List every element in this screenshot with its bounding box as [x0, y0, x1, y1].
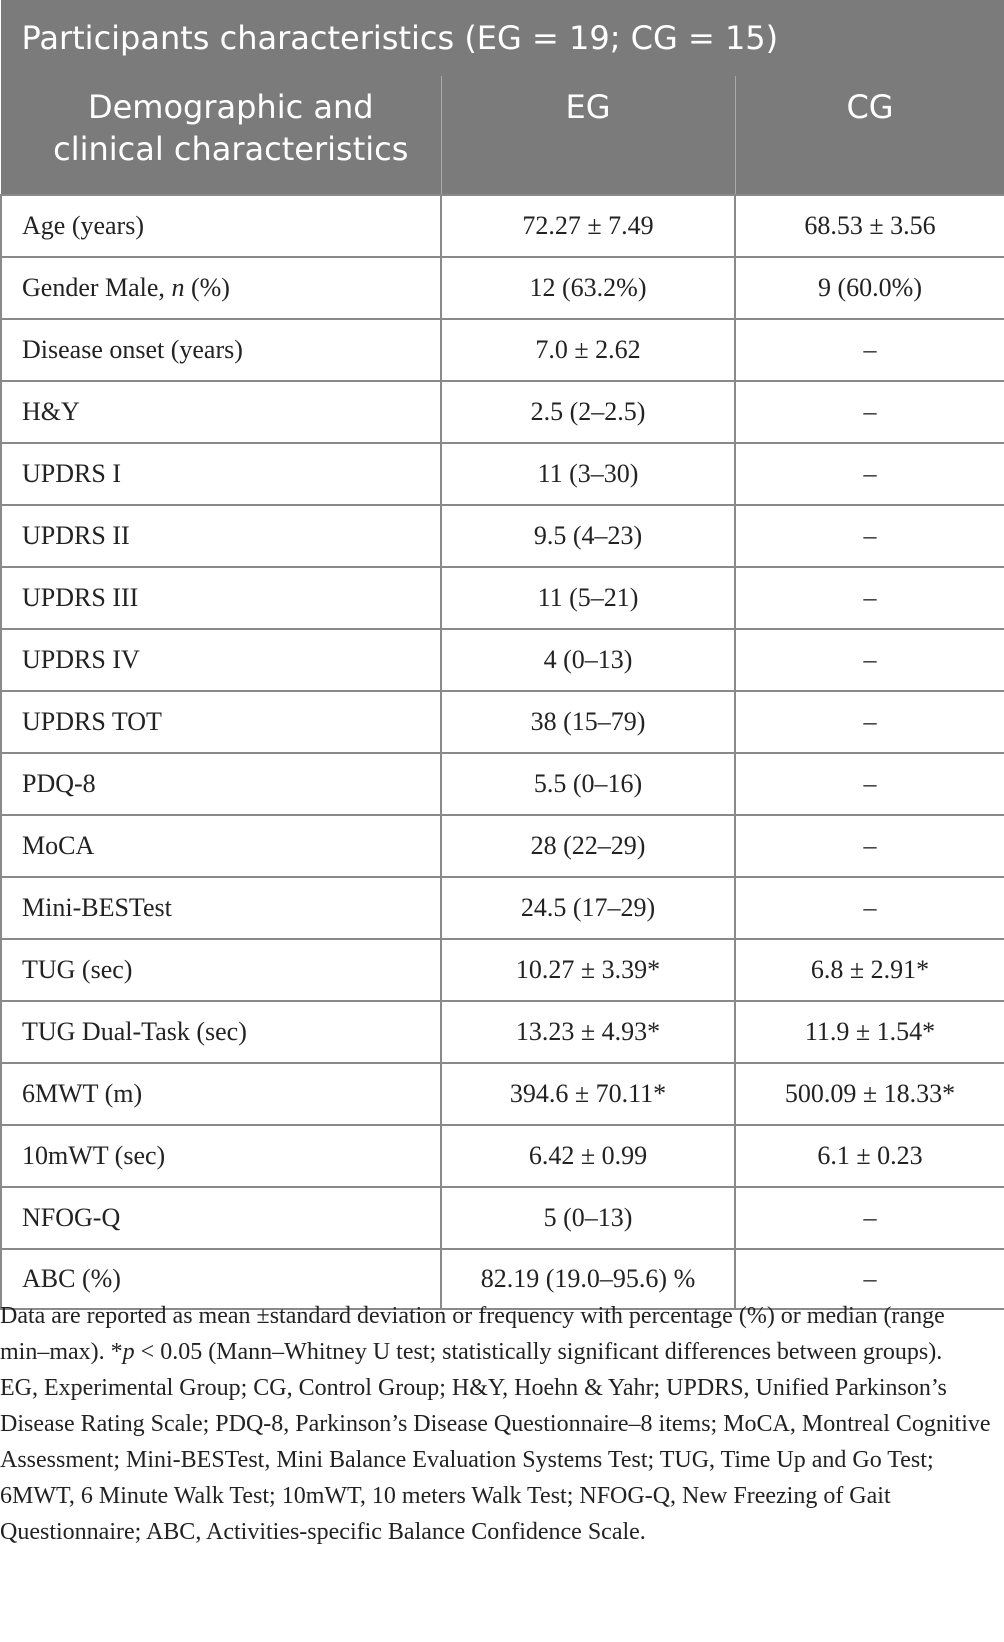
footnote-text: Data are reported as mean ±standard deviation or frequency with percentage (%) or median (range min–max). *	[0, 1303, 945, 1365]
table-row	[1, 753, 1004, 815]
table-row	[1, 877, 1004, 939]
eg-value: 28 (22–29)	[441, 815, 735, 877]
cg-value: 6.8 ± 2.91*	[735, 939, 1004, 1001]
eg-value: 38 (15–79)	[441, 691, 735, 753]
eg-value: 12 (63.2%)	[441, 257, 735, 319]
footnote-data-description	[0, 1298, 1000, 1370]
header-characteristics-line1: Demographic and	[87, 88, 374, 126]
cg-value: 500.09 ± 18.33*	[735, 1063, 1004, 1125]
row-label: Disease onset (years)	[1, 319, 441, 381]
header-characteristics	[1, 76, 441, 196]
eg-value: 82.19 (19.0–95.6) %	[441, 1249, 735, 1309]
table-footnotes	[0, 1298, 1000, 1550]
row-label: MoCA	[1, 815, 441, 877]
row-label-italic: n	[171, 273, 185, 302]
header-cg: CG	[735, 76, 1004, 196]
eg-value: 11 (5–21)	[441, 567, 735, 629]
cg-value: –	[735, 691, 1004, 753]
eg-value: 6.42 ± 0.99	[441, 1125, 735, 1187]
row-label: PDQ-8	[1, 753, 441, 815]
table-row	[1, 381, 1004, 443]
row-label: H&Y	[1, 381, 441, 443]
eg-value: 13.23 ± 4.93*	[441, 1001, 735, 1063]
cg-value: –	[735, 753, 1004, 815]
eg-value: 72.27 ± 7.49	[441, 195, 735, 257]
row-label: UPDRS III	[1, 567, 441, 629]
table-row	[1, 443, 1004, 505]
table-caption-row	[1, 1, 1004, 76]
table-row	[1, 1187, 1004, 1249]
footnote-p-symbol: p	[122, 1339, 135, 1365]
cg-value: –	[735, 443, 1004, 505]
eg-value: 10.27 ± 3.39*	[441, 939, 735, 1001]
cg-value: –	[735, 505, 1004, 567]
table-row	[1, 319, 1004, 381]
row-label: ABC (%)	[1, 1249, 441, 1309]
cg-value: 6.1 ± 0.23	[735, 1125, 1004, 1187]
row-label: 6MWT (m)	[1, 1063, 441, 1125]
cg-value: –	[735, 1187, 1004, 1249]
row-label	[1, 257, 441, 319]
eg-value: 2.5 (2–2.5)	[441, 381, 735, 443]
table-row	[1, 257, 1004, 319]
cg-value: –	[735, 567, 1004, 629]
table-caption: Participants characteristics (EG = 19; CG = 15)	[1, 1, 1004, 76]
row-label: NFOG-Q	[1, 1187, 441, 1249]
table-row	[1, 691, 1004, 753]
cg-value: –	[735, 319, 1004, 381]
row-label: 10mWT (sec)	[1, 1125, 441, 1187]
row-label: TUG Dual-Task (sec)	[1, 1001, 441, 1063]
eg-value: 5 (0–13)	[441, 1187, 735, 1249]
row-label: TUG (sec)	[1, 939, 441, 1001]
table-header-row	[1, 76, 1004, 196]
row-label: Age (years)	[1, 195, 441, 257]
eg-value: 5.5 (0–16)	[441, 753, 735, 815]
table-row	[1, 195, 1004, 257]
header-characteristics-line2: clinical characteristics	[53, 130, 409, 168]
eg-value: 7.0 ± 2.62	[441, 319, 735, 381]
row-label: UPDRS II	[1, 505, 441, 567]
cg-value: 9 (60.0%)	[735, 257, 1004, 319]
cg-value: –	[735, 629, 1004, 691]
cg-value: –	[735, 381, 1004, 443]
footnote-text-cont: < 0.05 (Mann–Whitney U test; statistically significant differences between groups).	[134, 1339, 943, 1365]
cg-value: 11.9 ± 1.54*	[735, 1001, 1004, 1063]
eg-value: 394.6 ± 70.11*	[441, 1063, 735, 1125]
row-label-suffix: (%)	[184, 273, 230, 302]
footnote-abbreviations: EG, Experimental Group; CG, Control Group; H&Y, Hoehn & Yahr; UPDRS, Unified Parkinson’s Disease Rating Scale; PDQ-8, Parkinson’s Disease Questionnaire–8 items; MoCA, Montreal Cognitive Assessment; Mini-BESTest, Mini Balance Evaluation Systems Test; TUG, Time Up and Go Test; 6MWT, 6 Minute Walk Test; 10mWT, 10 meters Walk Test; NFOG-Q, New Freezing of Gait Questionnaire; ABC, Activities-specific Balance Confidence Scale.	[0, 1375, 991, 1545]
row-label-text: Gender Male,	[22, 273, 172, 302]
table-row	[1, 1063, 1004, 1125]
eg-value: 9.5 (4–23)	[441, 505, 735, 567]
eg-value: 11 (3–30)	[441, 443, 735, 505]
table-row	[1, 567, 1004, 629]
cg-value: –	[735, 815, 1004, 877]
eg-value: 24.5 (17–29)	[441, 877, 735, 939]
row-label: UPDRS I	[1, 443, 441, 505]
cg-value: 68.53 ± 3.56	[735, 195, 1004, 257]
cg-value: –	[735, 877, 1004, 939]
table-row	[1, 1125, 1004, 1187]
row-label: UPDRS TOT	[1, 691, 441, 753]
row-label: Mini-BESTest	[1, 877, 441, 939]
table-row	[1, 505, 1004, 567]
header-eg: EG	[441, 76, 735, 196]
row-label: UPDRS IV	[1, 629, 441, 691]
table-row	[1, 1001, 1004, 1063]
eg-value: 4 (0–13)	[441, 629, 735, 691]
cg-value: –	[735, 1249, 1004, 1309]
table-row	[1, 939, 1004, 1001]
table-row	[1, 815, 1004, 877]
table-row	[1, 629, 1004, 691]
